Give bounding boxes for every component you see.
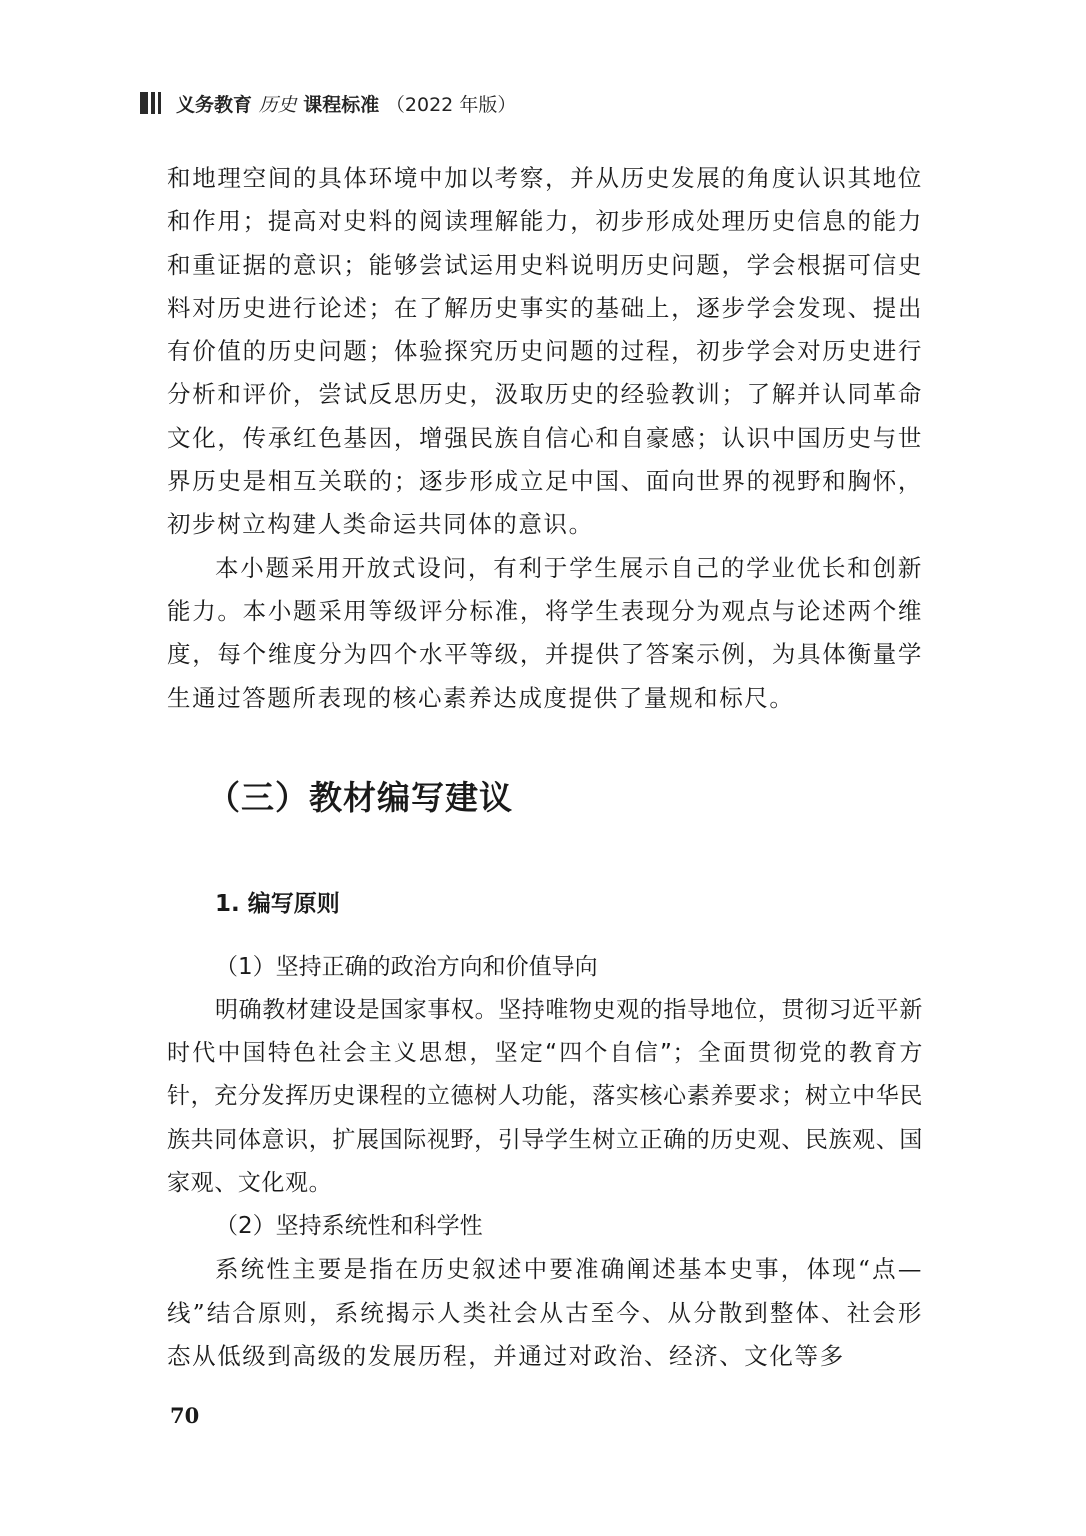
- header-edition: （2022 年版）: [385, 93, 517, 116]
- header-title-post: 课程标准: [303, 93, 380, 116]
- section-heading: （三）教材编写建议: [207, 777, 513, 817]
- header-title-subject: 历史: [258, 93, 297, 116]
- paragraph-2: 本小题采用开放式设问，有利于学生展示自己的学业优长和创新能力。本小题采用等级评分标准，将学生表现分为观点与论述两个维度，每个维度分为四个水平等级，并提供了答案示例，为具体衡量学生通过答题所表现的核心素养达成度提供了量规和标尺。: [167, 553, 923, 712]
- page-content: [167, 157, 923, 1378]
- paragraph-1: 和地理空间的具体环境中加以考察，并从历史发展的角度认识其地位和作用；提高对史料的阅读理解能力，初步形成处理历史信息的能力和重证据的意识；能够尝试运用史料说明历史问题，学会根据可信史料对历史进行论述；在了解历史事实的基础上，逐步学会发现、提出有价值的历史问题；体验探究历史问题的过程，初步学会对历史进行分析和评价，尝试反思历史，汲取历史的经验教训；了解并认同革命文化，传承红色基因，增强民族自信心和自豪感；认识中国历史与世界历史是相互关联的；逐步形成立足中国、面向世界的视野和胸怀，初步树立构建人类命运共同体的意识。: [167, 164, 923, 539]
- running-header: [140, 90, 516, 116]
- header-title-pre: 义务教育: [176, 93, 253, 116]
- header-title: [176, 90, 516, 117]
- page-number: 70: [170, 1403, 200, 1428]
- item-2-title: （2）坚持系统性和科学性: [215, 1213, 483, 1240]
- subsection-heading: 1. 编写原则: [215, 890, 340, 917]
- header-bars-icon: [140, 92, 164, 114]
- item-1-title: （1）坚持正确的政治方向和价值导向: [215, 953, 598, 980]
- item-2-text: 系统性主要是指在历史叙述中要准确阐述基本史事，体现“点—线”结合原则，系统揭示人类社会从古至今、从分散到整体、社会形态从低级到高级的发展历程，并通过对政治、经济、文化等多: [167, 1255, 923, 1370]
- item-1-text: 明确教材建设是国家事权。坚持唯物史观的指导地位，贯彻习近平新时代中国特色社会主义思想，坚定“四个自信”；全面贯彻党的教育方针，充分发挥历史课程的立德树人功能，落实核心素养要求；树立中华民族共同体意识，扩展国际视野，引导学生树立正确的历史观、民族观、国家观、文化观。: [167, 996, 923, 1197]
